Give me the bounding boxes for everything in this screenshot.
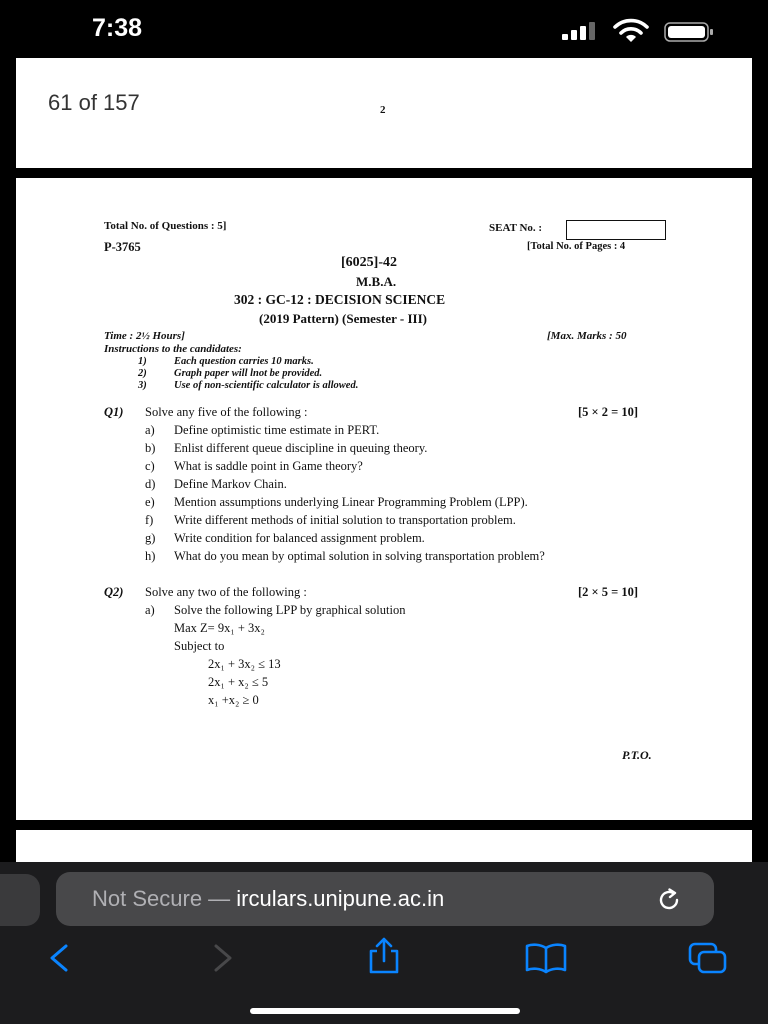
seat-no-box <box>566 220 666 240</box>
q1-item-letter: f) <box>145 513 154 527</box>
q1-item-text: Enlist different queue discipline in queuing theory. <box>174 441 428 455</box>
back-icon[interactable] <box>36 938 80 978</box>
q1-item-letter: g) <box>145 531 156 545</box>
reload-icon[interactable] <box>654 885 684 915</box>
subject: 302 : GC-12 : DECISION SCIENCE <box>234 292 446 307</box>
q1-item-text: Write condition for balanced assignment problem. <box>174 531 425 545</box>
instruction-text: Use of non-scientific calculator is allowed. <box>174 380 359 391</box>
pto: P.T.O. <box>622 748 652 762</box>
q1-marks: [5 × 2 = 10] <box>578 405 639 419</box>
next-page <box>16 830 752 862</box>
share-icon[interactable] <box>362 936 406 976</box>
constraint: 2x₁ + x₂ ≤ 5 <box>208 675 269 689</box>
q1-item-letter: d) <box>145 477 156 491</box>
q1-item-letter: h) <box>145 549 156 563</box>
url-text: irculars.unipune.ac.in <box>236 886 445 911</box>
course: M.B.A. <box>356 274 397 289</box>
instruction-number: 2) <box>138 368 147 379</box>
constraint: x₁ +x₂ ≥ 0 <box>208 693 259 707</box>
total-questions: Total No. of Questions : 5] <box>104 220 227 232</box>
subject-to: Subject to <box>174 639 225 653</box>
q1-item-letter: b) <box>145 441 156 455</box>
instruction-text: Graph paper will lnot be provided. <box>174 368 323 379</box>
paper-code: P-3765 <box>104 240 141 254</box>
q2-label: Q2) <box>104 585 124 599</box>
signal-icon <box>562 22 598 40</box>
q1-item-text: Define Markov Chain. <box>174 477 287 491</box>
seat-no-label: SEAT No. : <box>489 222 543 234</box>
status-time: 7:38 <box>92 14 143 42</box>
document-page <box>16 178 752 820</box>
q1-item-text: Define optimistic time estimate in PERT. <box>174 423 380 437</box>
q2-part-text: Solve the following LPP by graphical solution <box>174 603 406 617</box>
home-indicator <box>250 1008 520 1014</box>
q1-item-text: What do you mean by optimal solution in solving transportation problem? <box>174 549 545 563</box>
pattern: (2019 Pattern) (Semester - III) <box>259 311 427 326</box>
time-allowed: Time : 2½ Hours] <box>104 330 185 342</box>
previous-page-number: 2 <box>380 104 386 116</box>
instruction-number: 3) <box>138 380 147 391</box>
instruction-text: Each question carries 10 marks. <box>174 356 314 367</box>
not-secure-label: Not Secure <box>92 886 203 911</box>
q1-item-text: Write different methods of initial solution to transportation problem. <box>174 513 516 527</box>
instructions-title: Instructions to the candidates: <box>104 343 242 355</box>
q1-item-text: What is saddle point in Game theory? <box>174 459 363 473</box>
q2-part-letter: a) <box>145 603 155 617</box>
objective-function: Max Z= 9x₁ + 3x₂ <box>174 621 265 635</box>
exam-code: [6025]-42 <box>341 255 397 270</box>
q1-item-text: Mention assumptions underlying Linear Programming Problem (LPP). <box>174 495 528 509</box>
q1-item-letter: c) <box>145 459 155 473</box>
bookmarks-icon[interactable] <box>524 938 568 978</box>
address-text[interactable] <box>92 886 444 912</box>
q1-label: Q1) <box>104 405 124 419</box>
tabs-icon[interactable] <box>686 938 730 978</box>
q1-prompt: Solve any five of the following : <box>145 405 308 419</box>
q1-item-letter: e) <box>145 495 155 509</box>
previous-tab-pill[interactable] <box>0 874 40 926</box>
max-marks: [Max. Marks : 50 <box>547 330 627 342</box>
address-separator: — <box>202 886 237 911</box>
battery-icon <box>664 22 714 42</box>
q1-item-letter: a) <box>145 423 155 437</box>
forward-icon[interactable] <box>202 938 246 978</box>
page-counter: 61 of 157 <box>48 90 140 115</box>
instruction-number: 1) <box>138 356 147 367</box>
total-pages: [Total No. of Pages : 4 <box>527 241 626 252</box>
wifi-icon <box>612 18 650 44</box>
q2-prompt: Solve any two of the following : <box>145 585 307 599</box>
constraint: 2x₁ + 3x₂ ≤ 13 <box>208 657 281 671</box>
q2-marks: [2 × 5 = 10] <box>578 585 639 599</box>
